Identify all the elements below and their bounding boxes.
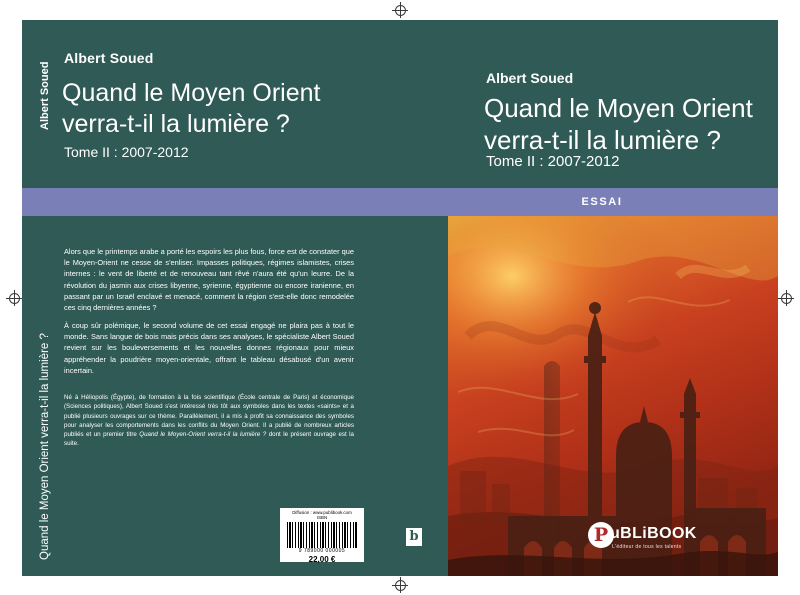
back-cover-author: Albert Soued — [64, 50, 154, 66]
registration-mark-right — [778, 290, 794, 306]
back-cover-author-biography — [64, 393, 354, 449]
back-cover-blurb-paragraph-2: À coup sûr polémique, le second volume de cet essai engagé ne plaira pas à tout le monde. Sans langue de bois mais précis dans ses analyses, le spécialiste Albert Soued revient sur les bouleversements et les nouvelles donnes régionaux pour mieux appréhender la poudrière moyen-orientale, offrant le tableau désabusé d'un avenir incertain. — [64, 321, 354, 375]
spine-panel — [384, 20, 426, 576]
barcode-digits: 9 789000 000005 — [298, 548, 346, 555]
barcode-isbn-label: ISBN — [316, 515, 328, 521]
barcode-bars-icon — [287, 522, 357, 548]
registration-circle-icon — [9, 293, 20, 304]
registration-mark-top — [392, 2, 408, 18]
back-cover-color-band — [22, 188, 426, 216]
front-cover-title: Quand le Moyen Orient verra-t-il la lumière ? — [484, 93, 753, 155]
bio-text-part-2: dont le présent ouvrage est la suite. — [64, 431, 354, 448]
publisher-logo-tagline: L'éditeur de tous les talents — [612, 544, 682, 550]
registration-mark-bottom — [392, 577, 408, 593]
barcode-price: 22,00 € — [308, 555, 336, 565]
registration-circle-icon — [781, 293, 792, 304]
spine-author: Albert Soued — [39, 61, 51, 130]
front-cover-subtitle: Tome II : 2007-2012 — [486, 153, 620, 170]
book-cover-artwork — [22, 20, 778, 576]
back-cover-blurb-paragraph-1: Alors que le printemps arabe a porté les espoirs les plus fous, force est de constater que le Moyen-Orient ne cesse de s'enliser. Impasses politiques, régimes islamistes, crises internes : le vent de liberté et de renouveau tant rêvé n'aura été qu'un leurre. De la révolution du jasmin aux crises libyenne, syrienne, égyptienne ou encore iranienne, en passant par un Israël enclavé et menacé, comment la région s'est-elle donc remodelée ces cinq dernières années ? — [64, 247, 354, 313]
publisher-logo-name: uBLiBOOK — [610, 525, 697, 542]
bio-referenced-title: Quand le Moyen-Orient verra-t-il la lumière ? — [139, 431, 267, 439]
back-cover-title: Quand le Moyen Orient verra-t-il la lumière ? — [62, 79, 321, 138]
back-cover-subtitle: Tome II : 2007-2012 — [64, 144, 189, 160]
bio-text-part-1: Né à Héliopolis (Égypte), de formation à la fois scientifique (École centrale de Paris) et économique (Sciences politiques), Albert Soued s'est intéressé très tôt aux symboles dans les textes «saints» et a publié plusieurs ouvrages sur ce thème. Parallèlement, il a mis à profit sa connaissance des symboles pour analyser les comportements dans les conflits du Moyen Orient. Il a publié de nombreux articles publiés et un premier titre — [64, 394, 354, 439]
publisher-mark-icon: b — [406, 528, 422, 546]
front-cover-author: Albert Soued — [486, 70, 574, 86]
spine-title: Quand le Moyen Orient verra-t-il la lumière ? — [39, 333, 51, 560]
front-cover-color-band — [426, 188, 778, 216]
barcode-editor-line: Diffusion : www.publibook.com — [292, 510, 352, 515]
registration-circle-icon — [395, 580, 406, 591]
barcode-block — [280, 508, 364, 565]
registration-circle-icon — [395, 5, 406, 16]
registration-mark-left — [6, 290, 22, 306]
publisher-logo — [588, 520, 697, 554]
publisher-logo-initial: P — [588, 522, 614, 548]
genre-label: ESSAI — [581, 196, 623, 208]
